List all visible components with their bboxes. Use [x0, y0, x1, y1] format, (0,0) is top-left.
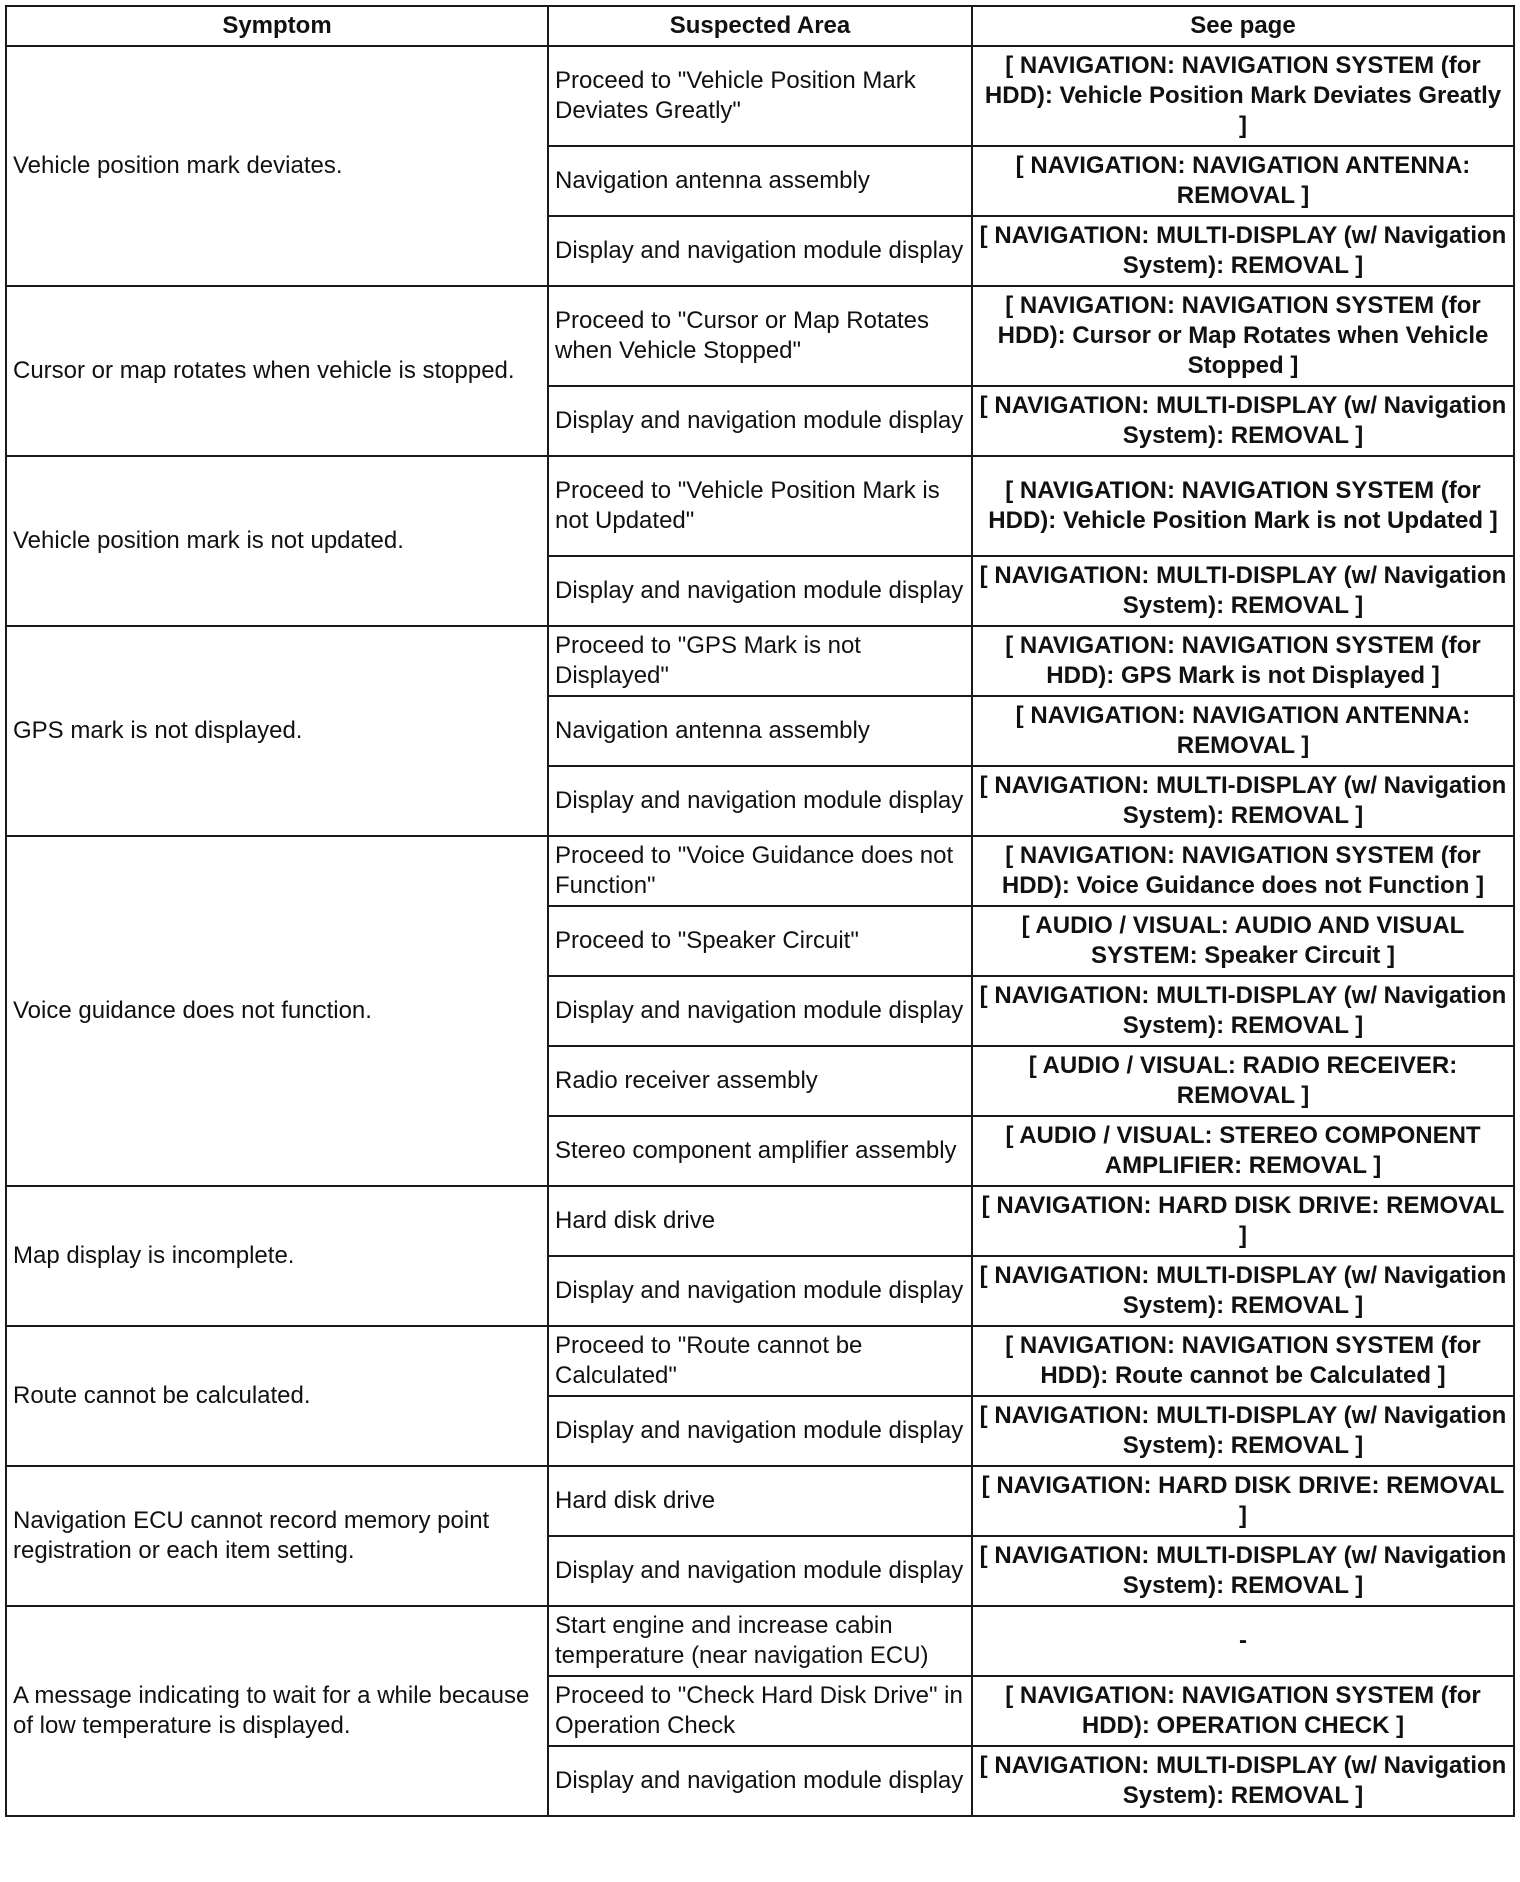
symptom-cell: A message indicating to wait for a while because of low temperature is displayed. [6, 1606, 548, 1816]
suspected-area-cell: Hard disk drive [548, 1466, 972, 1536]
see-page-cell: [ NAVIGATION: MULTI-DISPLAY (w/ Navigation System): REMOVAL ] [972, 556, 1514, 626]
header-suspected-area: Suspected Area [548, 6, 972, 46]
table-row [6, 1606, 1514, 1676]
see-page-cell: [ NAVIGATION: NAVIGATION SYSTEM (for HDD): GPS Mark is not Displayed ] [972, 626, 1514, 696]
see-page-cell: [ NAVIGATION: NAVIGATION SYSTEM (for HDD): Vehicle Position Mark Deviates Greatly ] [972, 46, 1514, 146]
suspected-area-cell: Proceed to "Cursor or Map Rotates when Vehicle Stopped" [548, 286, 972, 386]
suspected-area-cell: Display and navigation module display [548, 386, 972, 456]
see-page-cell: [ NAVIGATION: NAVIGATION ANTENNA: REMOVAL ] [972, 146, 1514, 216]
table-header [6, 6, 1514, 46]
suspected-area-cell: Stereo component amplifier assembly [548, 1116, 972, 1186]
suspected-area-cell: Display and navigation module display [548, 1256, 972, 1326]
suspected-area-cell: Display and navigation module display [548, 556, 972, 626]
suspected-area-cell: Proceed to "GPS Mark is not Displayed" [548, 626, 972, 696]
table-row [6, 1326, 1514, 1396]
see-page-cell: [ NAVIGATION: MULTI-DISPLAY (w/ Navigation System): REMOVAL ] [972, 386, 1514, 456]
suspected-area-cell: Display and navigation module display [548, 766, 972, 836]
see-page-cell: [ NAVIGATION: MULTI-DISPLAY (w/ Navigation System): REMOVAL ] [972, 216, 1514, 286]
symptom-table [5, 5, 1515, 1817]
suspected-area-cell: Display and navigation module display [548, 1396, 972, 1466]
suspected-area-cell: Display and navigation module display [548, 216, 972, 286]
see-page-cell: [ NAVIGATION: NAVIGATION SYSTEM (for HDD): Voice Guidance does not Function ] [972, 836, 1514, 906]
suspected-area-cell: Proceed to "Vehicle Position Mark is not Updated" [548, 456, 972, 556]
header-symptom: Symptom [6, 6, 548, 46]
symptom-cell: Vehicle position mark is not updated. [6, 456, 548, 626]
suspected-area-cell: Proceed to "Vehicle Position Mark Deviates Greatly" [548, 46, 972, 146]
suspected-area-cell: Proceed to "Check Hard Disk Drive" in Operation Check [548, 1676, 972, 1746]
symptom-cell: Vehicle position mark deviates. [6, 46, 548, 286]
see-page-cell: [ NAVIGATION: NAVIGATION ANTENNA: REMOVAL ] [972, 696, 1514, 766]
see-page-cell: [ NAVIGATION: NAVIGATION SYSTEM (for HDD): Cursor or Map Rotates when Vehicle Stopped ] [972, 286, 1514, 386]
suspected-area-cell: Start engine and increase cabin temperature (near navigation ECU) [548, 1606, 972, 1676]
suspected-area-cell: Proceed to "Voice Guidance does not Function" [548, 836, 972, 906]
see-page-cell: [ NAVIGATION: NAVIGATION SYSTEM (for HDD): OPERATION CHECK ] [972, 1676, 1514, 1746]
suspected-area-cell: Proceed to "Speaker Circuit" [548, 906, 972, 976]
table-row [6, 836, 1514, 906]
see-page-cell: [ NAVIGATION: MULTI-DISPLAY (w/ Navigation System): REMOVAL ] [972, 1396, 1514, 1466]
suspected-area-cell: Hard disk drive [548, 1186, 972, 1256]
suspected-area-cell: Proceed to "Route cannot be Calculated" [548, 1326, 972, 1396]
see-page-cell: [ NAVIGATION: MULTI-DISPLAY (w/ Navigation System): REMOVAL ] [972, 976, 1514, 1046]
table-row [6, 1466, 1514, 1536]
symptom-cell: Navigation ECU cannot record memory point registration or each item setting. [6, 1466, 548, 1606]
suspected-area-cell: Radio receiver assembly [548, 1046, 972, 1116]
symptom-cell: Map display is incomplete. [6, 1186, 548, 1326]
symptom-cell: Voice guidance does not function. [6, 836, 548, 1186]
see-page-cell: [ NAVIGATION: NAVIGATION SYSTEM (for HDD): Vehicle Position Mark is not Updated ] [972, 456, 1514, 556]
see-page-cell: [ AUDIO / VISUAL: STEREO COMPONENT AMPLIFIER: REMOVAL ] [972, 1116, 1514, 1186]
header-row [6, 6, 1514, 46]
see-page-cell: [ NAVIGATION: HARD DISK DRIVE: REMOVAL ] [972, 1466, 1514, 1536]
symptom-cell: Route cannot be calculated. [6, 1326, 548, 1466]
table-row [6, 286, 1514, 386]
see-page-cell: - [972, 1606, 1514, 1676]
see-page-cell: [ NAVIGATION: NAVIGATION SYSTEM (for HDD): Route cannot be Calculated ] [972, 1326, 1514, 1396]
header-see-page: See page [972, 6, 1514, 46]
see-page-cell: [ NAVIGATION: MULTI-DISPLAY (w/ Navigation System): REMOVAL ] [972, 766, 1514, 836]
table-row [6, 1186, 1514, 1256]
see-page-cell: [ NAVIGATION: MULTI-DISPLAY (w/ Navigation System): REMOVAL ] [972, 1746, 1514, 1816]
suspected-area-cell: Display and navigation module display [548, 976, 972, 1046]
suspected-area-cell: Navigation antenna assembly [548, 696, 972, 766]
see-page-cell: [ AUDIO / VISUAL: AUDIO AND VISUAL SYSTEM: Speaker Circuit ] [972, 906, 1514, 976]
see-page-cell: [ NAVIGATION: HARD DISK DRIVE: REMOVAL ] [972, 1186, 1514, 1256]
suspected-area-cell: Display and navigation module display [548, 1746, 972, 1816]
symptom-cell: Cursor or map rotates when vehicle is stopped. [6, 286, 548, 456]
see-page-cell: [ NAVIGATION: MULTI-DISPLAY (w/ Navigation System): REMOVAL ] [972, 1256, 1514, 1326]
symptom-cell: GPS mark is not displayed. [6, 626, 548, 836]
see-page-cell: [ NAVIGATION: MULTI-DISPLAY (w/ Navigation System): REMOVAL ] [972, 1536, 1514, 1606]
suspected-area-cell: Navigation antenna assembly [548, 146, 972, 216]
table-row [6, 456, 1514, 556]
table-row [6, 626, 1514, 696]
suspected-area-cell: Display and navigation module display [548, 1536, 972, 1606]
table-row [6, 46, 1514, 146]
see-page-cell: [ AUDIO / VISUAL: RADIO RECEIVER: REMOVAL ] [972, 1046, 1514, 1116]
